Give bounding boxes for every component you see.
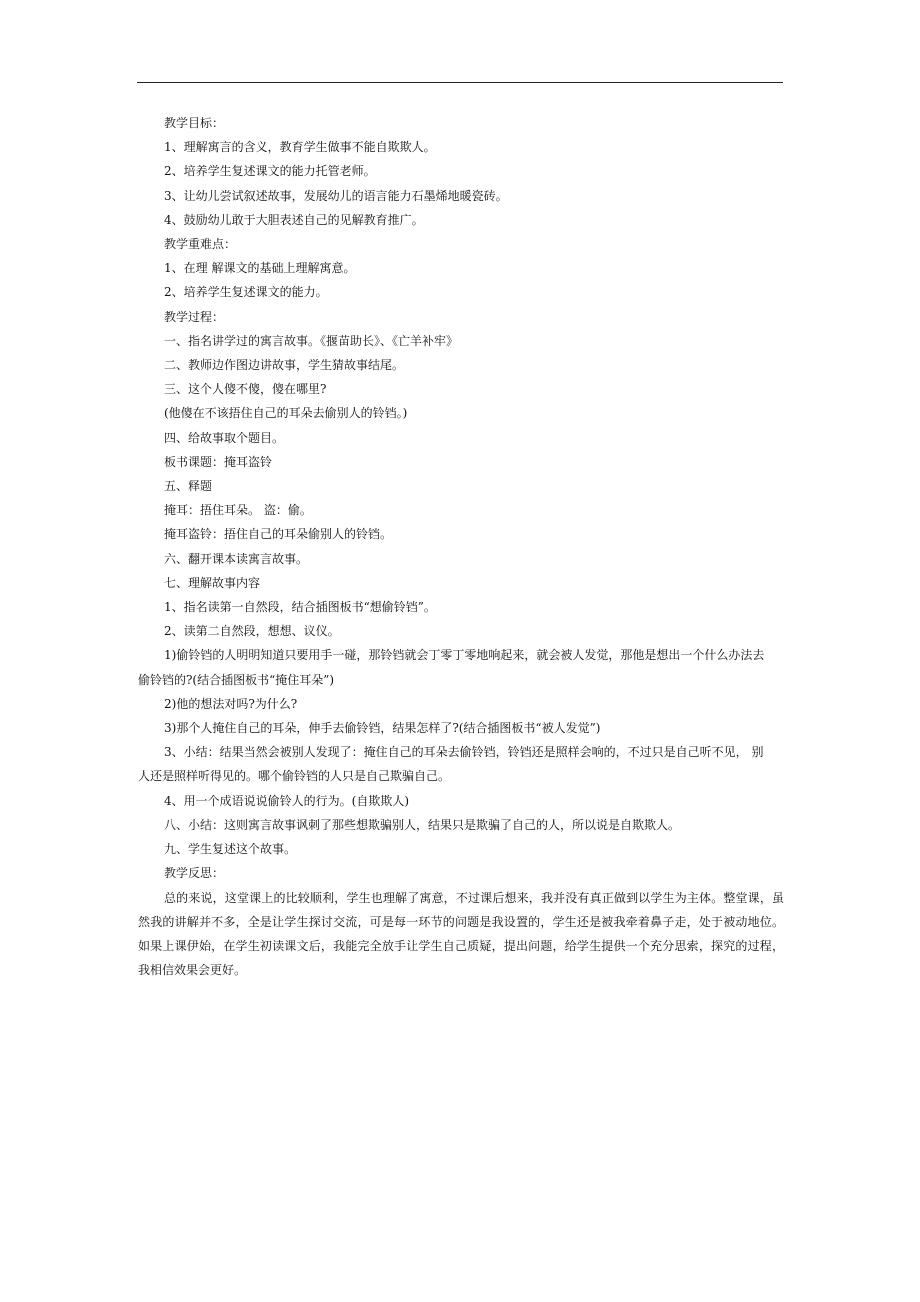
question-line-continued: 偷铃铛的?(结合插图板书“掩住耳朵”) (138, 672, 335, 687)
process-step: 九、学生复述这个故事。 (164, 842, 297, 857)
summary-line-continued: 人还是照样听得见的。哪个偷铃铛的人只是自己欺骗自己。 (138, 769, 451, 784)
process-step: 五、释题 (164, 479, 213, 494)
sub-step: 4、用一个成语说说偷铃人的行为。(自欺欺人) (164, 793, 409, 808)
process-note: (他傻在不该捂住自己的耳朵去偷别人的铃铛。) (164, 406, 408, 421)
objective-item: 3、让幼儿尝试叙述故事，发展幼儿的语言能力石墨烯地暖瓷砖。 (164, 188, 508, 203)
process-step: 四、给故事取个题目。 (164, 430, 285, 445)
board-title: 板书课题：掩耳盗铃 (164, 454, 273, 469)
sub-step: 1、指名读第一自然段，结合插图板书“想偷铃铛”。 (164, 600, 436, 615)
definition-line: 掩耳盗铃：捂住自己的耳朵偷别人的铃铛。 (164, 527, 393, 542)
objective-item: 1、理解寓言的含义，教育学生做事不能自欺欺人。 (164, 140, 436, 155)
definition-line: 掩耳：捂住耳朵。 盗：偷。 (164, 503, 312, 518)
objective-item: 4、鼓励幼儿敢于大胆表述自己的见解教育推广。 (164, 212, 424, 227)
heading-process: 教学过程： (164, 309, 225, 324)
summary-line: 3、小结：结果当然会被别人发现了：掩住自己的耳朵去偷铃铛，铃铛还是照样会响的，不过只是自己听不见， 别 (164, 745, 764, 760)
process-step: 三、这个人傻不傻，傻在哪里? (164, 382, 327, 397)
reflection-paragraph: 总的来说，这堂课上的比较顺利，学生也理解了寓意，不过课后想来，我并没有真正做到以学生为主体。整堂课，虽然我的讲解并不多，全是让学生探讨交流，可是每一环节的问题是我设置的，学生还是被我牵着鼻子走，处于被动地位。如果上课伊始，在学生初读课文后，我能完全放手让学生自己质疑，提出问题，给学生提供一个充分思索，探究的过程，我相信效果会更好。 (138, 890, 784, 978)
heading-objectives: 教学目标： (164, 116, 225, 130)
process-step: 七、理解故事内容 (164, 575, 261, 590)
process-step: 二、教师边作图边讲故事，学生猜故事结尾。 (164, 358, 405, 373)
question-line: 3)那个人掩住自己的耳朵，伸手去偷铃铛，结果怎样了?(结合插图板书“被人发觉”) (164, 721, 601, 736)
sub-step: 2、读第二自然段，想想、议仪。 (164, 624, 340, 639)
question-line: 2)他的想法对吗?为什么? (164, 696, 298, 711)
heading-reflection: 教学反思： (164, 866, 225, 881)
objective-item: 2、培养学生复述课文的能力托管老师。 (164, 164, 376, 179)
header-rule (137, 82, 783, 83)
question-line: 1)偷铃铛的人明明知道只要用手一碰，那铃铛就会丁零丁零地响起来，就会被人发觉，那他是想出一个什么办法去 (164, 648, 765, 663)
key-point-item: 1、在理 解课文的基础上理解寓意。 (164, 261, 356, 276)
process-step: 八、小结：这则寓言故事讽刺了那些想欺骗别人，结果只是欺骗了自己的人，所以说是自欺欺人。 (164, 817, 681, 832)
key-point-item: 2、培养学生复述课文的能力。 (164, 285, 328, 300)
document-body (138, 111, 784, 982)
heading-key-points: 教学重难点： (164, 237, 237, 252)
process-step: 一、指名讲学过的寓言故事。《揠苗助长》、《亡羊补牢》 (164, 333, 459, 348)
process-step: 六、翻开课本读寓言故事。 (164, 551, 309, 566)
